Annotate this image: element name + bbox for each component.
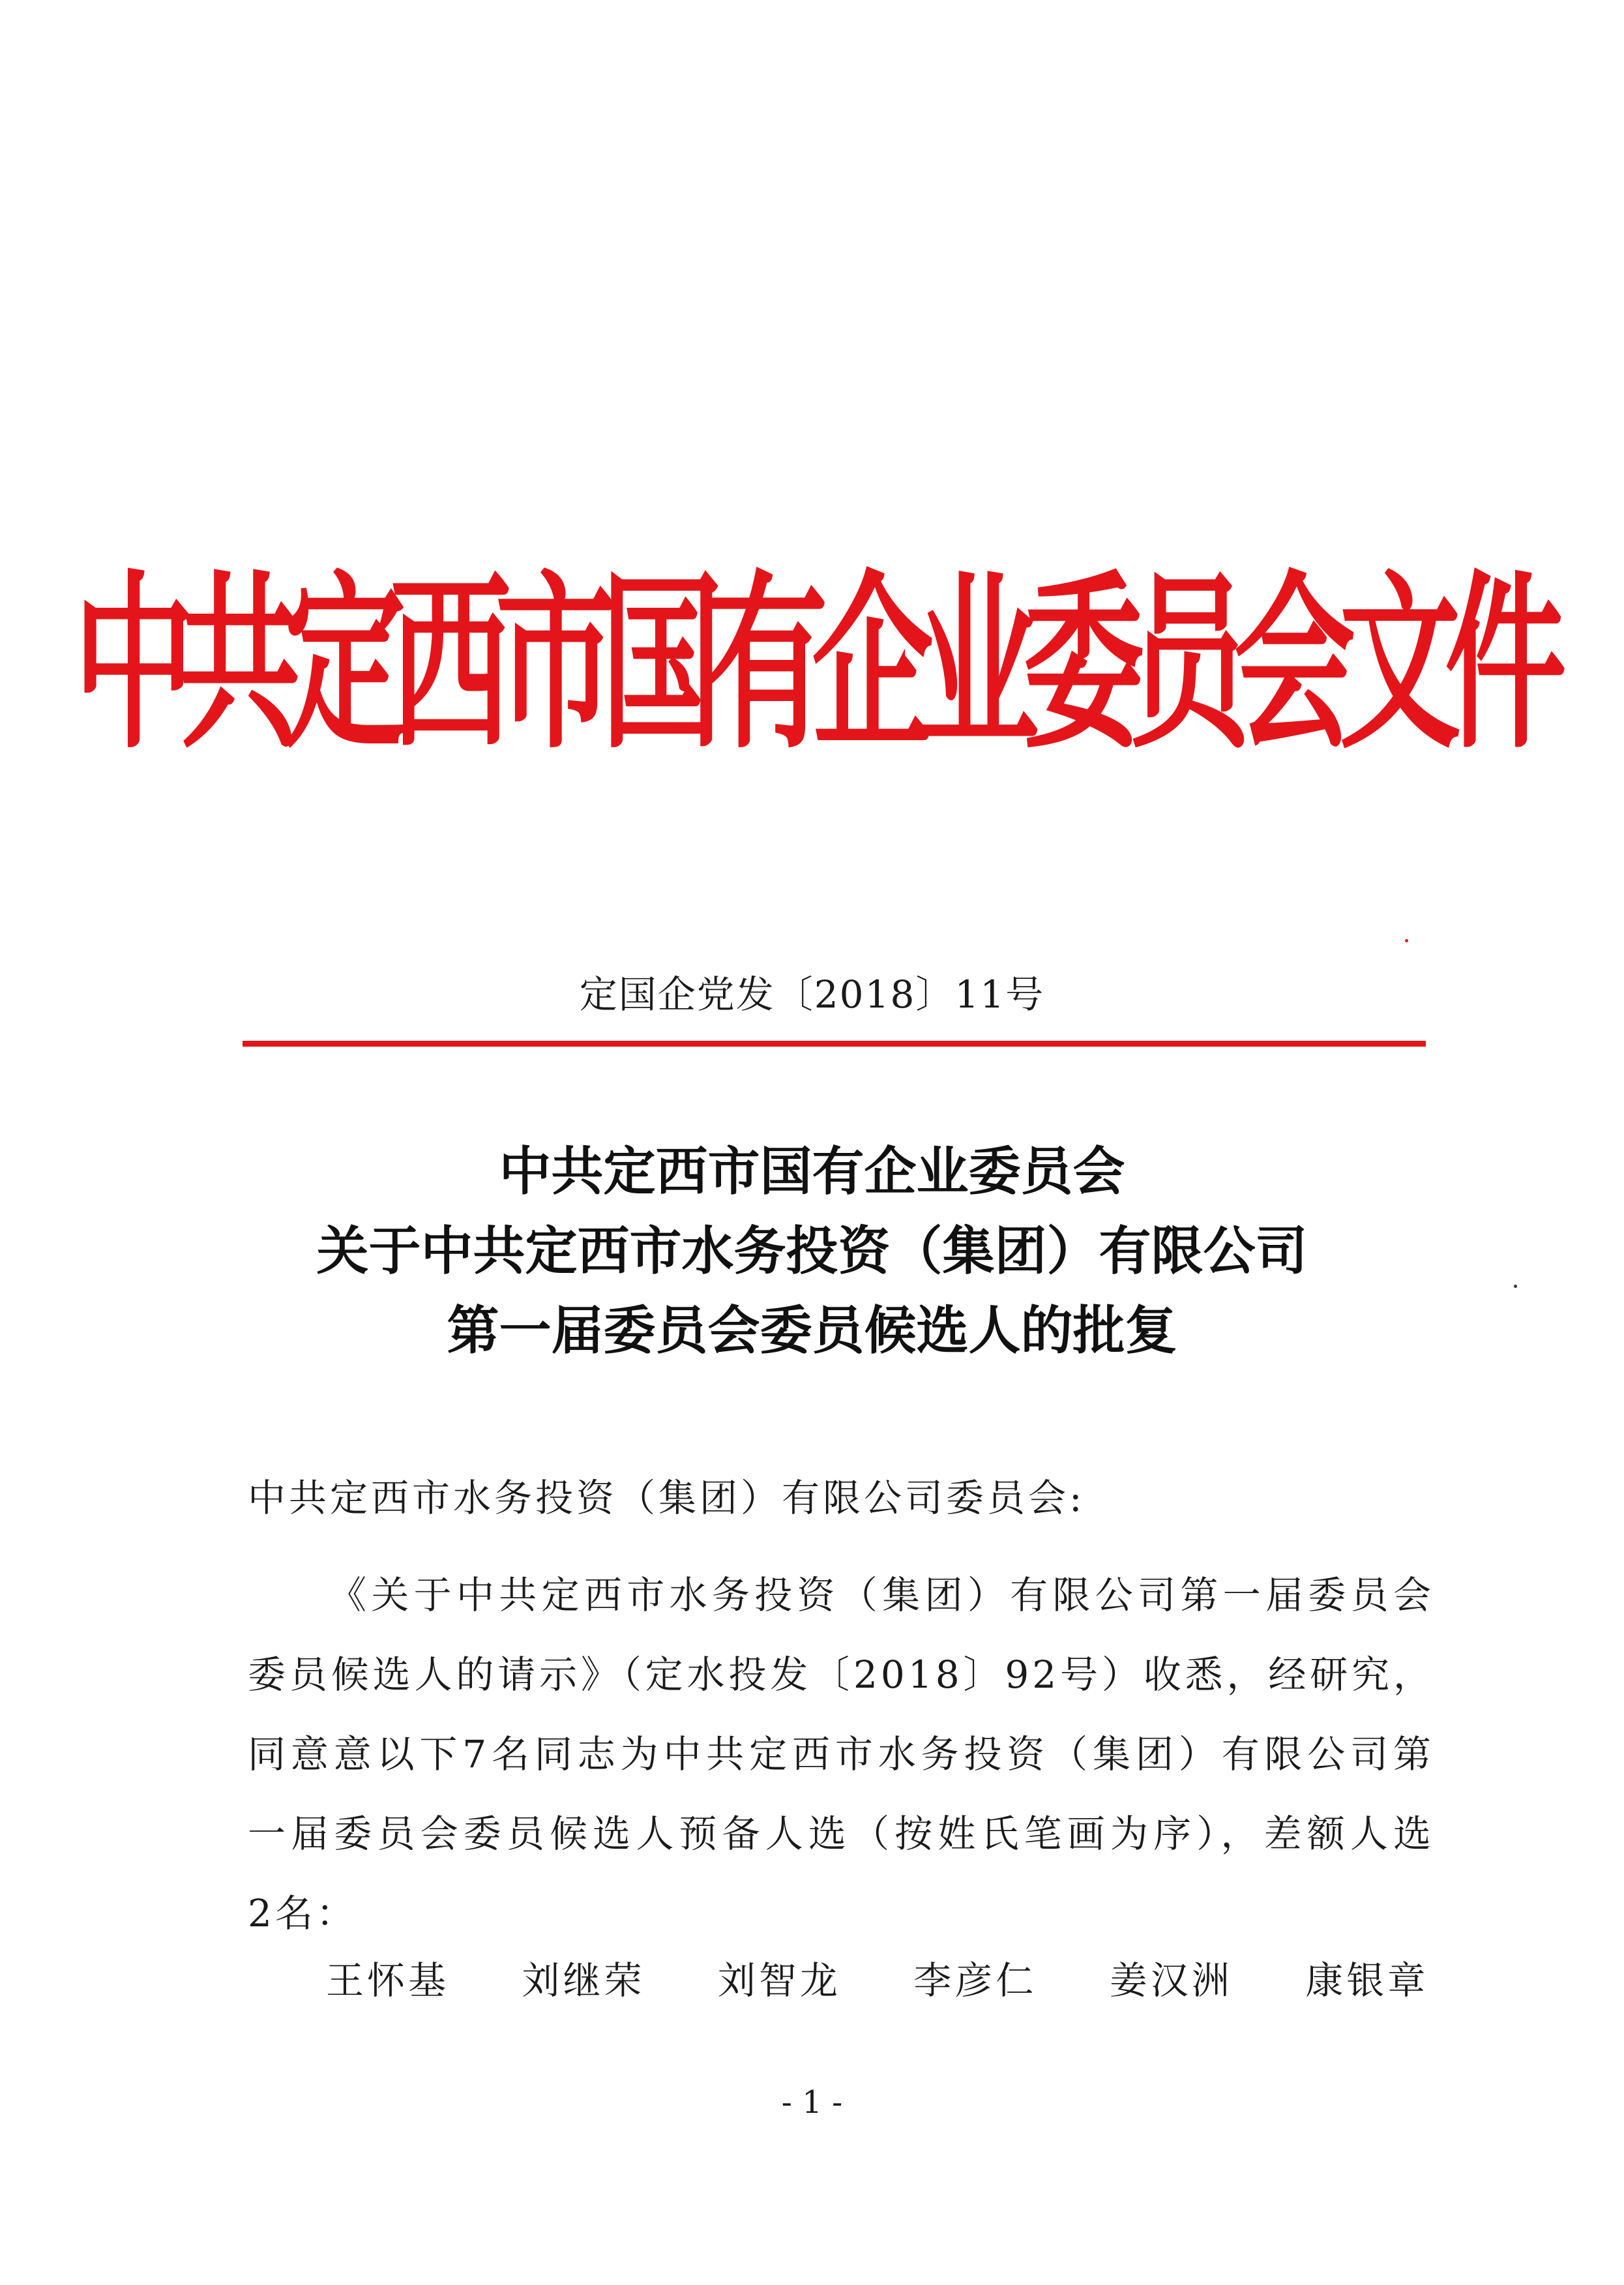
candidate-list: [326, 1950, 1428, 2005]
recipient-line: 中共定西市水务投资（集团）有限公司委员会:: [248, 1476, 1085, 1520]
document-number: 定国企党发〔2018〕11号: [579, 972, 1045, 1017]
body-paragraph: [248, 1555, 1434, 1953]
candidate-name: 康银章: [1305, 1958, 1429, 2003]
paragraph-line: 同意意以下7名同志为中共定西市水务投资（集团）有限公司第: [248, 1732, 1434, 1776]
candidate-name: 刘继荣: [522, 1958, 645, 2003]
scan-speck: [1405, 939, 1408, 942]
paragraph-line: 一届委员会委员候选人预备人选（按姓氏笔画为序），差额人选: [248, 1812, 1434, 1856]
issuer-title: 中共定西市国有企业委员会文件: [73, 554, 1551, 775]
paragraph-line: 2名：: [248, 1891, 357, 1935]
candidate-name: 王怀基: [326, 1958, 450, 2003]
candidate-name: 李彦仁: [913, 1958, 1037, 2003]
candidate-name: 姜汉洲: [1109, 1958, 1233, 2003]
paragraph-line: 《关于中共定西市水务投资（集团）有限公司第一届委员会: [329, 1573, 1434, 1617]
heading-line-3: 第一届委员会委员候选人的批复: [447, 1300, 1177, 1361]
heading-line-1: 中共定西市国有企业委员会: [499, 1141, 1125, 1202]
red-divider-rule: [243, 1041, 1426, 1047]
heading-line-2: 关于中共定西市水务投资（集团）有限公司: [316, 1220, 1308, 1281]
paragraph-line: 委员候选人的请示》（定水投发〔2018〕92号）收悉，经研究，: [248, 1652, 1434, 1697]
page-number: - 1 -: [781, 2084, 843, 2121]
document-heading: [0, 1131, 1624, 1370]
candidate-name: 刘智龙: [717, 1958, 841, 2003]
